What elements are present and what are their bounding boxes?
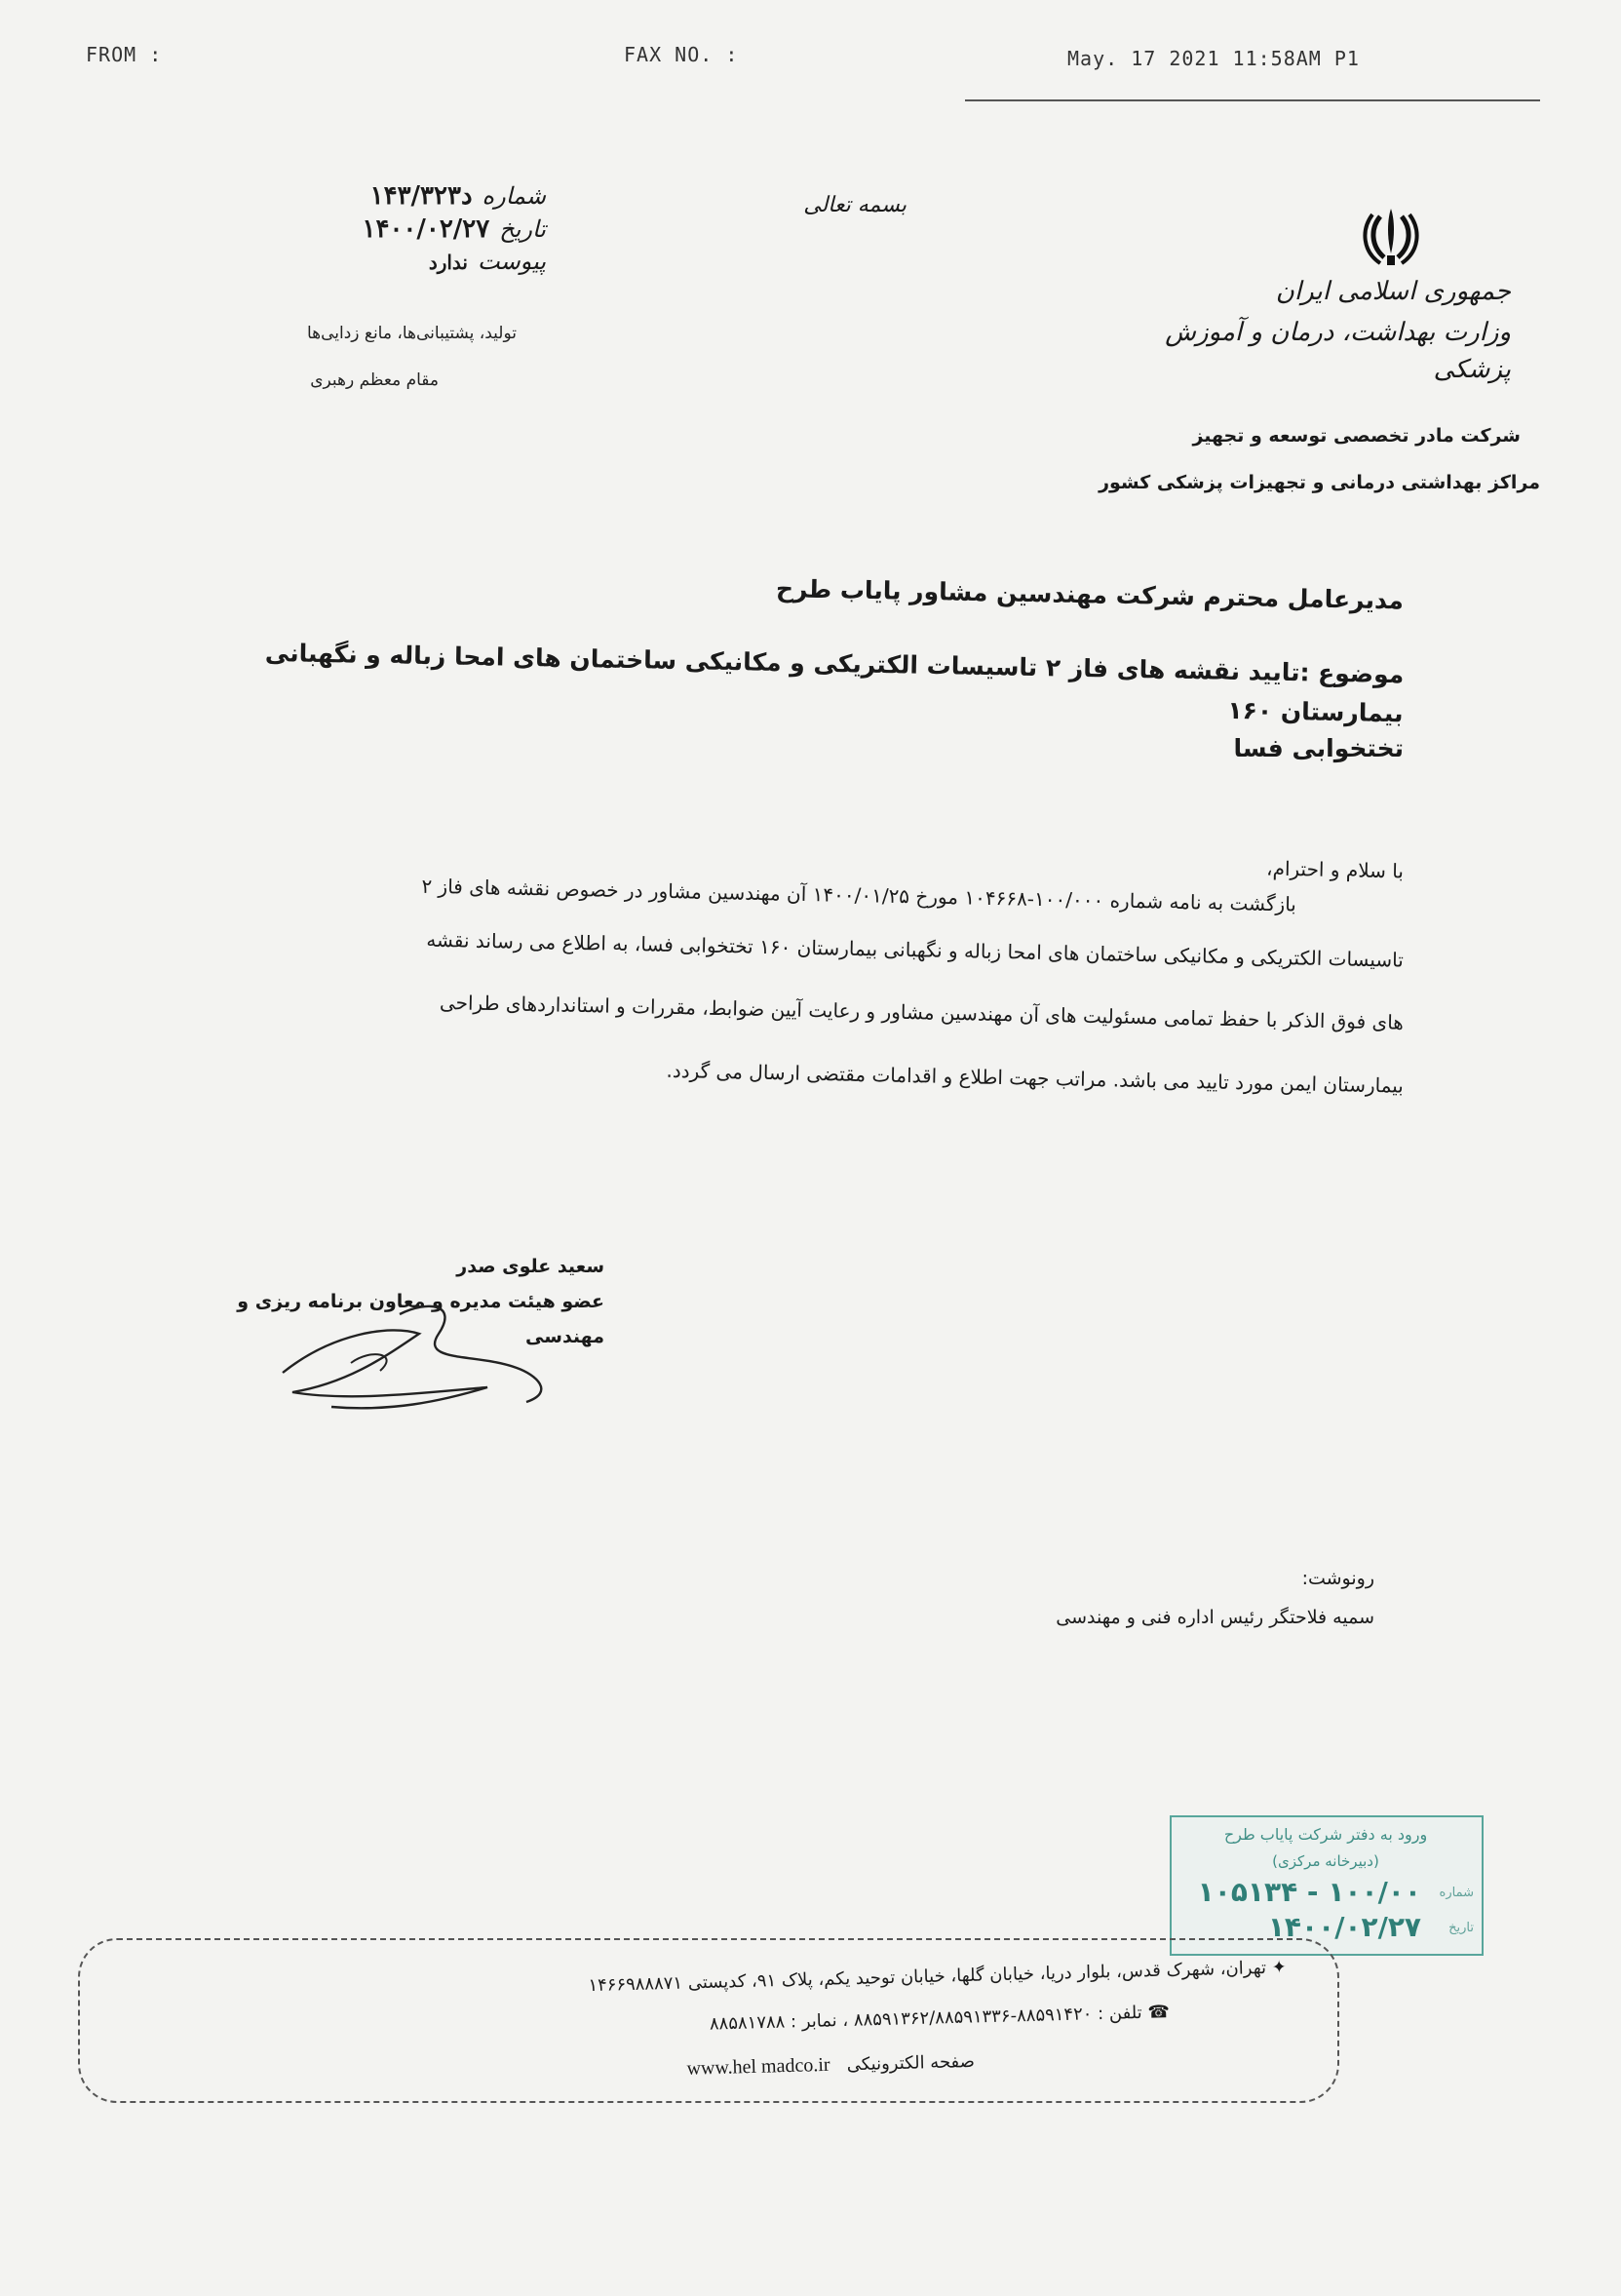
stamp-title: ورود به دفتر شرکت پایاب طرح (1223, 1825, 1428, 1844)
handwritten-signature (273, 1295, 565, 1421)
stamp-date: ۱۴۰۰/۰۲/۲۷ (1267, 1911, 1421, 1943)
letter-attachment-label: پیوست (478, 248, 546, 275)
slogan-line-1: تولید، پشتیبانی‌ها، مانع زدایی‌ها (306, 324, 517, 343)
cc-label: رونوشت: (1301, 1568, 1374, 1589)
subject-line-2: تختخوابی فسا (1233, 734, 1404, 762)
signatory-title-2: مهندسی (525, 1326, 604, 1347)
footer-web-url: www.hel madco.ir (686, 2053, 830, 2080)
footer-web-label: صفحه الکترونیکی (846, 2050, 976, 2076)
fax-header-rule (965, 99, 1540, 101)
letter-date: ۱۴۰۰/۰۲/۲۷ (362, 214, 490, 244)
signatory-name: سعید علوی صدر (456, 1256, 604, 1277)
letter-attachment-row (253, 248, 546, 281)
body-paragraph-1: بازگشت به نامه شماره ۱۰۰/۰۰۰-۱۰۴۶۶۸ مورخ ۱۴۰۰/۰۱/۲۵ آن مهندسین مشاور در خصوص نقشه های فاز ۲ (421, 874, 1297, 916)
fax-number: FAX NO. : (624, 43, 739, 66)
location-icon: ✦ (1271, 1957, 1288, 1978)
subject-line-1: موضوع :تایید نقشه های فاز ۲ تاسیسات الکتریکی و مکانیکی ساختمان های امحا زباله و نگهبانی بیمارستان ۱۶۰ (264, 638, 1405, 728)
stamp-date-label: تاریخ (1448, 1921, 1474, 1935)
company-line-1: شرکت مادر تخصصی توسعه و تجهیز (1192, 425, 1521, 447)
letter-number-label: شماره (482, 182, 546, 210)
slogan-line-2: مقام معظم رهبری (310, 370, 439, 390)
letter-number: ۱۴۳/۳۲۳د (369, 181, 473, 211)
body-paragraph-2: تاسیسات الکتریکی و مکانیکی ساختمان های امحا زباله و نگهبانی بیمارستان ۱۶۰ تختخوابی فسا، به اطلاع می رساند نقشه (426, 927, 1405, 972)
iran-emblem-icon (1357, 203, 1425, 271)
letter-meta (253, 181, 546, 281)
letterhead-line-2: وزارت بهداشت، درمان و آموزش پزشکی (1165, 318, 1511, 384)
stamp-number: ۱۰۰/۰۰ - ۱۰۵۱۳۴ (1197, 1876, 1421, 1908)
stamp-number-label: شماره (1439, 1886, 1474, 1900)
footer-phones-text: تلفن : ۸۸۵۹۱۴۲۰-۸۸۵۹۱۳۶۲/۸۸۵۹۱۳۳۶ ، نمابر : ۸۸۵۸۱۷۸۸ (709, 2002, 1142, 2035)
body-paragraph-4: بیمارستان ایمن مورد تایید می باشد. مراتب جهت اطلاع و اقدامات مقتضی ارسال می گردد. (666, 1058, 1405, 1098)
basmala: بسمه تعالی (803, 193, 907, 217)
signatory-title-1: عضو هیئت مدیره و معاون برنامه ریزی و (237, 1291, 604, 1312)
letterhead-line-1: جمهوری اسلامی ایران (1275, 277, 1511, 306)
letter-number-row (253, 181, 546, 214)
company-line-2: مراکز بهداشتی درمانی و تجهیزات پزشکی کشور (1099, 472, 1540, 493)
cc-recipient: سمیه فلاحتگر رئیس اداره فنی و مهندسی (1056, 1607, 1374, 1628)
phone-icon: ☎ (1147, 2002, 1171, 2023)
greeting: با سلام و احترام، (1265, 856, 1405, 883)
footer-address-text: تهران، شهرک قدس، بلوار دریا، خیابان گلها، خیابان توحید یکم، پلاک ۹۱، کدپستی ۱۴۶۶۹۸۸۸۷۱ (588, 1957, 1267, 1997)
addressee: مدیرعامل محترم شرکت مهندسین مشاور پایاب طرح (775, 574, 1405, 615)
received-stamp (1170, 1815, 1484, 1956)
fax-datetime: May. 17 2021 11:58AM P1 (1067, 47, 1360, 70)
letter-date-label: تاریخ (499, 215, 546, 243)
letter-attachment: ندارد (428, 251, 468, 274)
stamp-subtitle: (دبیرخانه مرکزی) (1272, 1852, 1379, 1870)
fax-from: FROM : (86, 43, 163, 66)
letter-date-row (253, 214, 546, 248)
body-paragraph-3: های فوق الذکر با حفظ تمامی مسئولیت های آن مهندسین مشاور و رعایت آیین ضوابط، مقررات و استانداردهای طراحی (439, 990, 1405, 1034)
